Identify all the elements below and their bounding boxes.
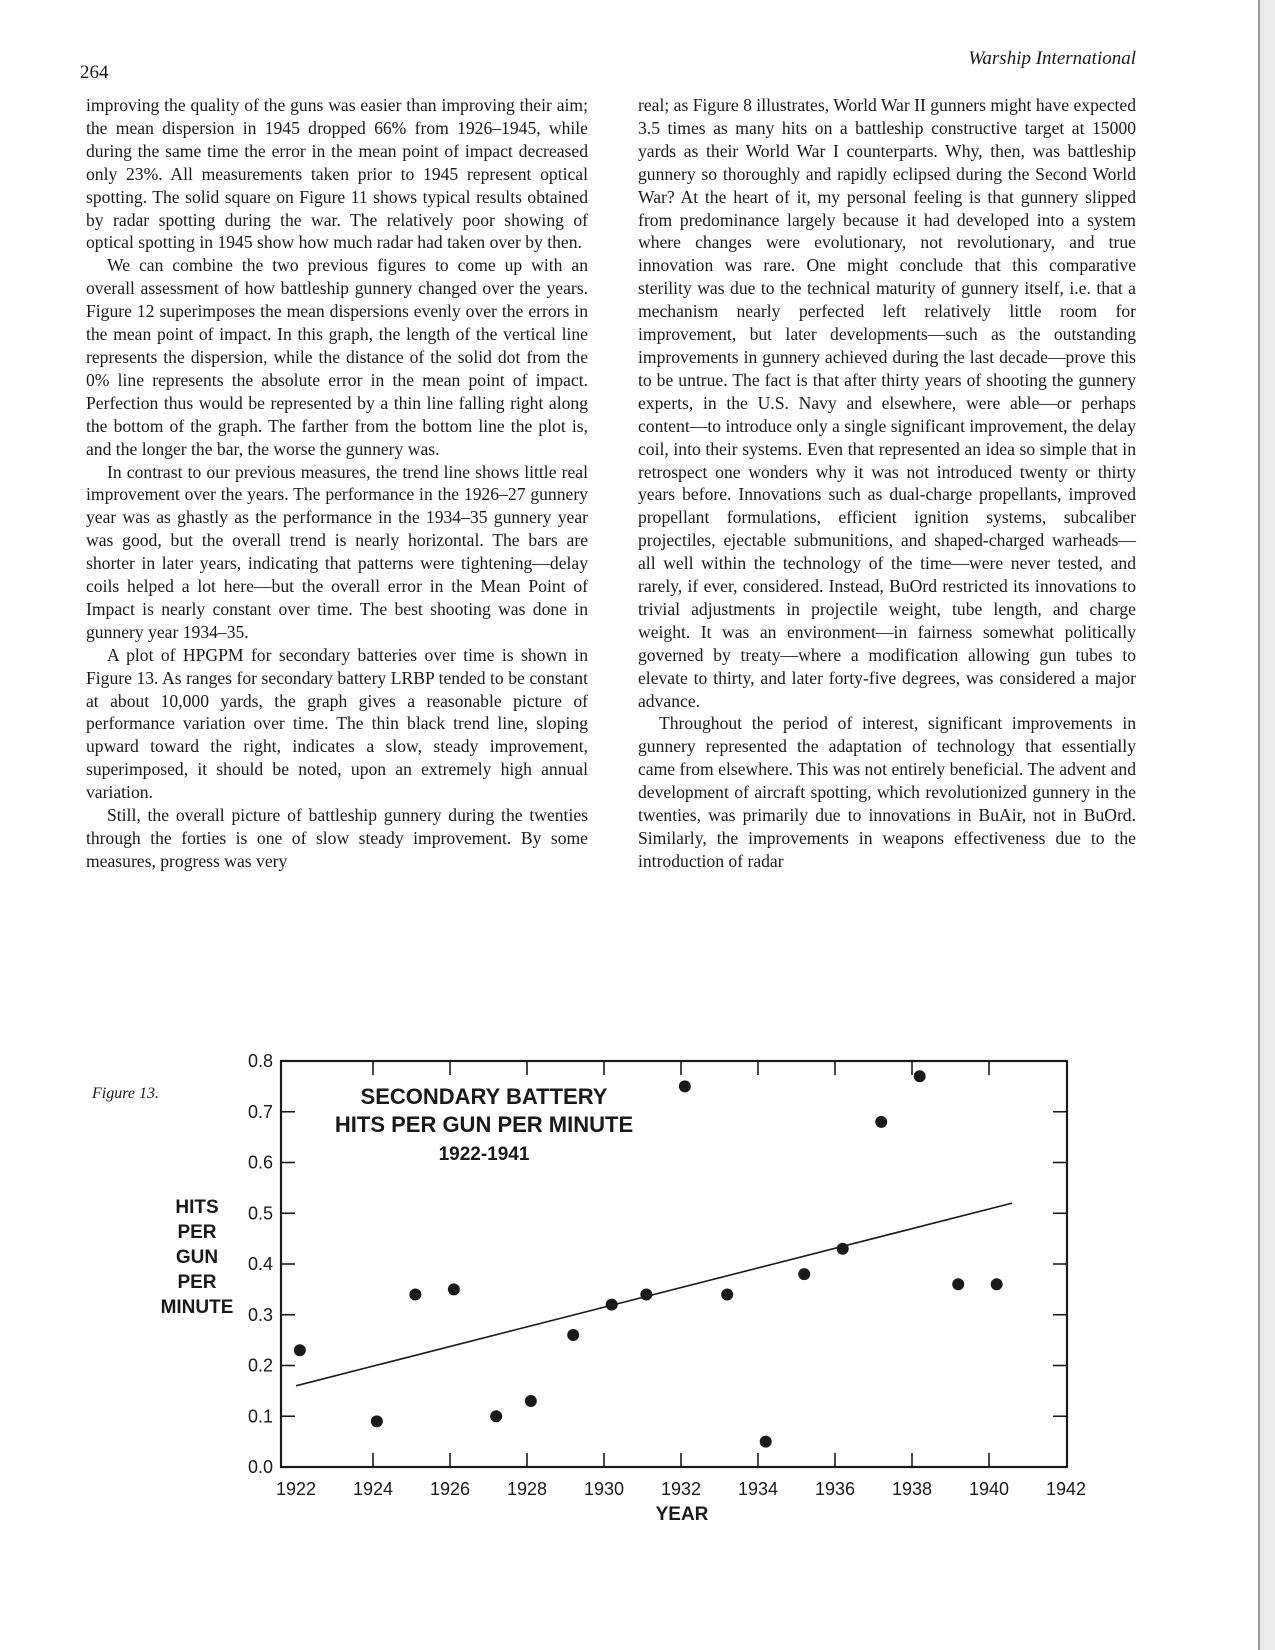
x-tick-label: 1940 [968, 1479, 1010, 1499]
y-tick-label: 0.1 [247, 1406, 273, 1427]
chart-title-line: 1922-1941 [438, 1144, 530, 1165]
x-tick-label: 1936 [814, 1479, 856, 1499]
trend-line [296, 1203, 1012, 1386]
x-tick-label: 1922 [275, 1479, 317, 1499]
chart-title-line: HITS PER GUN PER MINUTE [334, 1112, 634, 1137]
y-tick-label: 0.0 [247, 1457, 273, 1477]
right-paragraph-1: real; as Figure 8 illustrates, World War II gunners might have expected 3.5 times as many hits on a battleship constructive target at 15000 yards as their World War I counterparts. Why, then, was battleship gunnery so thoroughly and rapidly eclipsed during the Second World War? At the heart of it, my personal feeling is that gunnery slipped from predominance largely because it had developed into a system where changes were evolutionary, not revolutionary, and true innovation was rare. One might conclude that this comparative sterility was due to the technical maturity of gunnery itself, i.e. that a mechanism nearly perfected left relatively little room for improvement, but later developments—such as the outstanding improvements in gunnery achieved during the last decade—prove this to be untrue. The fact is that after thirty years of shooting the gunnery experts, in the U.S. Navy and elsewhere, were able—or perhaps content—to introduce only a single significant improvement, the delay coil, into their systems. Even that represented an idea so simple that in retrospect one wonders why it was not introduced twenty or thirty years before. Innovations such as dual-charge propellants, improved propellant formulations, efficient ignition systems, subcaliber projectiles, ejectable submunitions, and shaped-charged warheads—all well within the technology of the time—were never tested, and rarely, if ever, considered. Instead, BuOrd restricted its innovations to trivial adjustments in projectile weight, tube length, and charge weight. It was an environment—in fairness somewhat politically governed by treaty—where a modification allowing gun tubes to elevate to thirty, and later forty-five degrees, was considered a major advance. [638, 95, 1136, 711]
x-tick-label: 1926 [429, 1479, 471, 1499]
data-point [606, 1299, 618, 1311]
data-point [679, 1080, 691, 1092]
x-tick-label: 1928 [506, 1479, 548, 1499]
y-tick-label: 0.8 [247, 1051, 273, 1071]
x-tick-label: 1930 [583, 1479, 625, 1499]
x-tick-label: 1924 [352, 1479, 394, 1499]
x-tick-label: 1938 [891, 1479, 933, 1499]
data-point [567, 1329, 579, 1341]
x-tick-label: 1932 [660, 1479, 702, 1499]
chart-title-line: SECONDARY BATTERY [360, 1084, 608, 1109]
data-point [875, 1116, 887, 1128]
data-point [952, 1278, 964, 1290]
y-tick-label: 0.4 [247, 1254, 273, 1274]
data-point [490, 1410, 502, 1422]
y-axis-label-line: PER [177, 1222, 217, 1243]
left-paragraph-4: A plot of HPGPM for secondary batteries over time is shown in Figure 13. As ranges for secondary battery LRBP tended to be constant at about 10,000 yards, the graph gives a reasonable picture of performance variation over time. The thin black trend line, sloping upward toward the right, indicates a slow, steady improvement, superimposed, it should be noted, upon an extremely high annual variation. [86, 644, 588, 803]
data-point [914, 1070, 926, 1082]
data-point [991, 1278, 1003, 1290]
x-tick-label: 1934 [737, 1479, 779, 1499]
y-axis-label-line: GUN [175, 1247, 219, 1268]
left-paragraph-5: Still, the overall picture of battleship gunnery during the twenties through the forties is one of slow steady improvement. By some measures, progress was very [86, 805, 588, 871]
y-tick-label: 0.7 [247, 1101, 273, 1122]
data-point [409, 1288, 421, 1300]
left-paragraph-3: In contrast to our previous measures, the trend line shows little real improvement over the years. The performance in the 1926–27 gunnery year was as ghastly as the performance in the 1934–35 gunnery year was good, but the overall trend is nearly horizontal. The bars are shorter in later years, indicating that patterns were tightening—delay coils helped a lot here—but the overall error in the Mean Point of Impact is nearly constant over time. The best shooting was done in gunnery year 1934–35. [86, 461, 588, 642]
data-point [525, 1395, 537, 1407]
data-point [294, 1344, 306, 1356]
data-point [721, 1288, 733, 1300]
journal-title: Warship International [968, 48, 1136, 69]
y-axis-label-line: PER [177, 1272, 217, 1293]
chart-marks-layer [161, 1051, 1086, 1525]
right-paragraph-2: Throughout the period of interest, significant improvements in gunnery represented the adaptation of technology that essentially came from elsewhere. This was not entirely beneficial. The advent and development of aircraft spotting, which revolutionized gunnery in the twenties, was primarily due to innovations in BuAir, not in BuOrd. Similarly, the improvements in weapons effectiveness due to the introduction of radar [638, 713, 1136, 871]
data-point [640, 1288, 652, 1300]
y-axis-label-line: MINUTE [160, 1297, 234, 1318]
page-number: 264 [80, 62, 109, 83]
y-tick-label: 0.5 [247, 1203, 273, 1224]
y-tick-label: 0.3 [247, 1304, 273, 1325]
data-point [760, 1436, 772, 1448]
figure-label: Figure 13. [92, 1085, 159, 1102]
data-point [448, 1283, 460, 1295]
x-tick-label: 1942 [1045, 1479, 1087, 1499]
left-paragraph-1: improving the quality of the guns was easier than improving their aim; the mean dispersion in 1945 dropped 66% from 1926–1945, while during the same time the error in the mean point of impact decreased only 23%. All measurements taken prior to 1945 represent optical spotting. The solid square on Figure 11 shows typical results obtained by radar spotting during the war. The relatively poor showing of optical spotting in 1945 show how much radar had taken over by then. [86, 95, 588, 253]
y-tick-label: 0.2 [247, 1355, 273, 1376]
x-axis-label: YEAR [655, 1504, 709, 1525]
left-paragraph-2: We can combine the two previous figures to come up with an overall assessment of how battleship gunnery changed over the years. Figure 12 superimposes the mean dispersions evenly over the errors in the mean point of impact. In this graph, the length of the vertical line represents the dispersion, while the distance of the solid dot from the 0% line represents the absolute error in the mean point of impact. Perfection thus would be represented by a thin line falling right along the bottom of the graph. The farther from the bottom line the plot is, and the longer the bar, the worse the gunnery was. [86, 255, 588, 459]
y-axis-label-line: HITS [175, 1197, 219, 1218]
data-point [798, 1268, 810, 1280]
y-tick-label: 0.6 [247, 1152, 273, 1173]
data-point [837, 1243, 849, 1255]
data-point [371, 1415, 383, 1427]
